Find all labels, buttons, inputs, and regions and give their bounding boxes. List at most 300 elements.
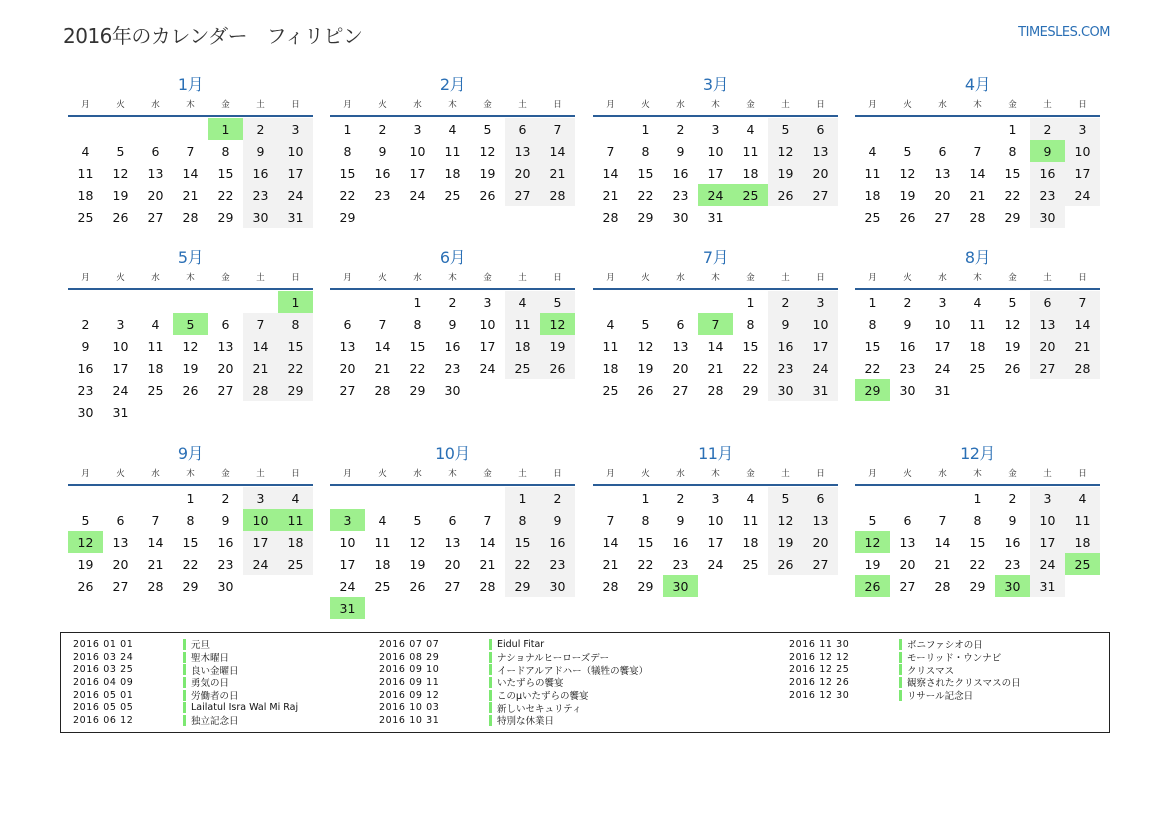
day-cell[interactable]: 22	[1004, 187, 1021, 203]
day-cell[interactable]: 9	[1008, 512, 1017, 528]
day-cell[interactable]: 4	[606, 316, 615, 332]
day-cell[interactable]: 15	[969, 534, 986, 550]
day-cell[interactable]: 8	[221, 143, 230, 159]
day-cell[interactable]: 17	[409, 165, 426, 181]
day-cell[interactable]: 30	[1030, 206, 1065, 228]
day-cell[interactable]: 25	[147, 382, 164, 398]
day-cell[interactable]: 19	[768, 531, 803, 553]
day-cell[interactable]: 19	[409, 556, 426, 572]
day-cell[interactable]: 1	[505, 487, 540, 509]
day-cell[interactable]: 20	[934, 187, 951, 203]
day-cell[interactable]: 4	[868, 143, 877, 159]
day-cell[interactable]: 24	[339, 578, 356, 594]
day-cell[interactable]: 22	[217, 187, 234, 203]
day-cell[interactable]: 14	[540, 140, 575, 162]
day-cell[interactable]: 8	[868, 316, 877, 332]
day-cell[interactable]: 26	[768, 553, 803, 575]
day-cell[interactable]: 3	[243, 487, 278, 509]
day-cell[interactable]: 19	[1004, 338, 1021, 354]
day-cell[interactable]: 18	[278, 531, 313, 553]
day-cell[interactable]: 27	[672, 382, 689, 398]
day-cell[interactable]: 28	[969, 209, 986, 225]
day-cell[interactable]: 19	[899, 187, 916, 203]
day-cell[interactable]: 14	[602, 165, 619, 181]
day-cell[interactable]: 18	[1065, 531, 1100, 553]
day-cell[interactable]: 25	[444, 187, 461, 203]
day-cell[interactable]: 23	[1030, 184, 1065, 206]
day-cell[interactable]: 8	[1008, 143, 1017, 159]
day-cell[interactable]: 28	[182, 209, 199, 225]
day-cell[interactable]: 21	[1065, 335, 1100, 357]
day-cell[interactable]: 12	[768, 509, 803, 531]
day-cell[interactable]: 13	[147, 165, 164, 181]
day-cell[interactable]: 29	[505, 575, 540, 597]
day-cell[interactable]: 7	[378, 316, 387, 332]
day-cell[interactable]: 19	[768, 162, 803, 184]
day-cell[interactable]: 3	[1065, 118, 1100, 140]
day-cell[interactable]: 30	[899, 382, 916, 398]
day-cell[interactable]: 4	[746, 121, 755, 137]
day-cell[interactable]: 4	[505, 291, 540, 313]
day-cell[interactable]: 14	[1065, 313, 1100, 335]
day-cell[interactable]: 11	[77, 165, 94, 181]
day-cell[interactable]: 16	[672, 165, 689, 181]
day-cell[interactable]: 7	[186, 143, 195, 159]
day-cell[interactable]: 19	[479, 165, 496, 181]
day-cell[interactable]: 16	[77, 360, 94, 376]
day-cell[interactable]: 16	[540, 531, 575, 553]
day-cell[interactable]: 27	[1030, 357, 1065, 379]
holiday-day-cell[interactable]: 26	[855, 575, 890, 597]
day-cell[interactable]: 18	[602, 360, 619, 376]
day-cell[interactable]: 3	[413, 121, 422, 137]
day-cell[interactable]: 13	[803, 140, 838, 162]
holiday-day-cell[interactable]: 1	[278, 291, 313, 313]
day-cell[interactable]: 6	[803, 487, 838, 509]
day-cell[interactable]: 1	[641, 121, 650, 137]
day-cell[interactable]: 28	[602, 209, 619, 225]
day-cell[interactable]: 29	[409, 382, 426, 398]
day-cell[interactable]: 25	[864, 209, 881, 225]
holiday-day-cell[interactable]: 25	[1065, 553, 1100, 575]
day-cell[interactable]: 2	[1030, 118, 1065, 140]
day-cell[interactable]: 23	[899, 360, 916, 376]
day-cell[interactable]: 12	[768, 140, 803, 162]
day-cell[interactable]: 4	[278, 487, 313, 509]
day-cell[interactable]: 28	[374, 382, 391, 398]
day-cell[interactable]: 22	[637, 556, 654, 572]
day-cell[interactable]: 26	[1004, 360, 1021, 376]
day-cell[interactable]: 11	[147, 338, 164, 354]
day-cell[interactable]: 3	[711, 490, 720, 506]
day-cell[interactable]: 23	[672, 187, 689, 203]
day-cell[interactable]: 26	[182, 382, 199, 398]
day-cell[interactable]: 29	[742, 382, 759, 398]
day-cell[interactable]: 8	[641, 143, 650, 159]
day-cell[interactable]: 28	[602, 578, 619, 594]
day-cell[interactable]: 12	[1004, 316, 1021, 332]
day-cell[interactable]: 3	[803, 291, 838, 313]
day-cell[interactable]: 2	[540, 487, 575, 509]
day-cell[interactable]: 9	[243, 140, 278, 162]
day-cell[interactable]: 5	[81, 512, 90, 528]
day-cell[interactable]: 20	[803, 162, 838, 184]
day-cell[interactable]: 2	[448, 294, 457, 310]
day-cell[interactable]: 10	[707, 512, 724, 528]
day-cell[interactable]: 7	[606, 143, 615, 159]
day-cell[interactable]: 3	[1030, 487, 1065, 509]
day-cell[interactable]: 1	[413, 294, 422, 310]
day-cell[interactable]: 14	[147, 534, 164, 550]
day-cell[interactable]: 16	[374, 165, 391, 181]
day-cell[interactable]: 24	[278, 184, 313, 206]
day-cell[interactable]: 18	[147, 360, 164, 376]
day-cell[interactable]: 16	[899, 338, 916, 354]
day-cell[interactable]: 25	[77, 209, 94, 225]
day-cell[interactable]: 15	[217, 165, 234, 181]
day-cell[interactable]: 7	[483, 512, 492, 528]
day-cell[interactable]: 28	[934, 578, 951, 594]
day-cell[interactable]: 17	[479, 338, 496, 354]
day-cell[interactable]: 2	[81, 316, 90, 332]
day-cell[interactable]: 23	[1004, 556, 1021, 572]
day-cell[interactable]: 22	[182, 556, 199, 572]
day-cell[interactable]: 16	[217, 534, 234, 550]
day-cell[interactable]: 27	[803, 184, 838, 206]
day-cell[interactable]: 1	[343, 121, 352, 137]
day-cell[interactable]: 15	[339, 165, 356, 181]
day-cell[interactable]: 14	[969, 165, 986, 181]
day-cell[interactable]: 3	[938, 294, 947, 310]
day-cell[interactable]: 28	[540, 184, 575, 206]
day-cell[interactable]: 13	[444, 534, 461, 550]
day-cell[interactable]: 2	[676, 121, 685, 137]
day-cell[interactable]: 26	[768, 184, 803, 206]
day-cell[interactable]: 19	[540, 335, 575, 357]
day-cell[interactable]: 9	[378, 143, 387, 159]
day-cell[interactable]: 23	[374, 187, 391, 203]
day-cell[interactable]: 17	[803, 335, 838, 357]
day-cell[interactable]: 29	[637, 209, 654, 225]
day-cell[interactable]: 1	[973, 490, 982, 506]
day-cell[interactable]: 28	[243, 379, 278, 401]
day-cell[interactable]: 14	[479, 534, 496, 550]
day-cell[interactable]: 17	[1065, 162, 1100, 184]
day-cell[interactable]: 27	[899, 578, 916, 594]
day-cell[interactable]: 4	[1065, 487, 1100, 509]
day-cell[interactable]: 10	[479, 316, 496, 332]
day-cell[interactable]: 11	[742, 143, 759, 159]
day-cell[interactable]: 5	[413, 512, 422, 528]
day-cell[interactable]: 10	[112, 338, 129, 354]
day-cell[interactable]: 14	[934, 534, 951, 550]
day-cell[interactable]: 7	[938, 512, 947, 528]
day-cell[interactable]: 22	[505, 553, 540, 575]
day-cell[interactable]: 13	[339, 338, 356, 354]
day-cell[interactable]: 8	[641, 512, 650, 528]
day-cell[interactable]: 27	[444, 578, 461, 594]
day-cell[interactable]: 17	[339, 556, 356, 572]
day-cell[interactable]: 1	[868, 294, 877, 310]
day-cell[interactable]: 14	[243, 335, 278, 357]
day-cell[interactable]: 6	[221, 316, 230, 332]
day-cell[interactable]: 11	[602, 338, 619, 354]
day-cell[interactable]: 7	[1065, 291, 1100, 313]
day-cell[interactable]: 17	[112, 360, 129, 376]
day-cell[interactable]: 10	[339, 534, 356, 550]
holiday-day-cell[interactable]: 12	[68, 531, 103, 553]
day-cell[interactable]: 6	[343, 316, 352, 332]
day-cell[interactable]: 20	[803, 531, 838, 553]
day-cell[interactable]: 6	[116, 512, 125, 528]
day-cell[interactable]: 21	[479, 556, 496, 572]
day-cell[interactable]: 15	[505, 531, 540, 553]
day-cell[interactable]: 13	[934, 165, 951, 181]
day-cell[interactable]: 25	[602, 382, 619, 398]
day-cell[interactable]: 19	[182, 360, 199, 376]
day-cell[interactable]: 6	[676, 316, 685, 332]
day-cell[interactable]: 24	[409, 187, 426, 203]
day-cell[interactable]: 18	[444, 165, 461, 181]
day-cell[interactable]: 5	[768, 487, 803, 509]
day-cell[interactable]: 6	[938, 143, 947, 159]
day-cell[interactable]: 8	[505, 509, 540, 531]
day-cell[interactable]: 28	[1065, 357, 1100, 379]
site-link[interactable]: TIMESLES.COM	[1018, 25, 1110, 40]
day-cell[interactable]: 4	[378, 512, 387, 528]
day-cell[interactable]: 2	[243, 118, 278, 140]
holiday-day-cell[interactable]: 12	[855, 531, 890, 553]
day-cell[interactable]: 4	[81, 143, 90, 159]
day-cell[interactable]: 21	[243, 357, 278, 379]
day-cell[interactable]: 14	[182, 165, 199, 181]
day-cell[interactable]: 26	[479, 187, 496, 203]
holiday-day-cell[interactable]: 12	[540, 313, 575, 335]
day-cell[interactable]: 28	[479, 578, 496, 594]
day-cell[interactable]: 24	[1030, 553, 1065, 575]
day-cell[interactable]: 9	[676, 143, 685, 159]
day-cell[interactable]: 22	[637, 187, 654, 203]
day-cell[interactable]: 31	[707, 209, 724, 225]
day-cell[interactable]: 20	[1030, 335, 1065, 357]
day-cell[interactable]: 2	[903, 294, 912, 310]
day-cell[interactable]: 31	[934, 382, 951, 398]
day-cell[interactable]: 12	[899, 165, 916, 181]
day-cell[interactable]: 24	[934, 360, 951, 376]
day-cell[interactable]: 24	[479, 360, 496, 376]
day-cell[interactable]: 18	[864, 187, 881, 203]
day-cell[interactable]: 23	[444, 360, 461, 376]
day-cell[interactable]: 8	[278, 313, 313, 335]
day-cell[interactable]: 9	[81, 338, 90, 354]
day-cell[interactable]: 1	[641, 490, 650, 506]
day-cell[interactable]: 6	[505, 118, 540, 140]
day-cell[interactable]: 2	[1008, 490, 1017, 506]
day-cell[interactable]: 6	[903, 512, 912, 528]
day-cell[interactable]: 7	[540, 118, 575, 140]
day-cell[interactable]: 13	[112, 534, 129, 550]
day-cell[interactable]: 10	[707, 143, 724, 159]
day-cell[interactable]: 19	[112, 187, 129, 203]
day-cell[interactable]: 30	[77, 404, 94, 420]
day-cell[interactable]: 6	[803, 118, 838, 140]
day-cell[interactable]: 12	[182, 338, 199, 354]
day-cell[interactable]: 7	[606, 512, 615, 528]
day-cell[interactable]: 27	[147, 209, 164, 225]
day-cell[interactable]: 28	[707, 382, 724, 398]
day-cell[interactable]: 21	[374, 360, 391, 376]
day-cell[interactable]: 14	[374, 338, 391, 354]
day-cell[interactable]: 23	[672, 556, 689, 572]
day-cell[interactable]: 19	[864, 556, 881, 572]
day-cell[interactable]: 9	[221, 512, 230, 528]
day-cell[interactable]: 5	[540, 291, 575, 313]
day-cell[interactable]: 31	[1030, 575, 1065, 597]
holiday-day-cell[interactable]: 3	[330, 509, 365, 531]
day-cell[interactable]: 15	[637, 165, 654, 181]
day-cell[interactable]: 25	[278, 553, 313, 575]
day-cell[interactable]: 27	[112, 578, 129, 594]
day-cell[interactable]: 12	[112, 165, 129, 181]
holiday-day-cell[interactable]: 24	[698, 184, 733, 206]
day-cell[interactable]: 3	[483, 294, 492, 310]
day-cell[interactable]: 3	[116, 316, 125, 332]
day-cell[interactable]: 2	[221, 490, 230, 506]
day-cell[interactable]: 31	[803, 379, 838, 401]
day-cell[interactable]: 25	[969, 360, 986, 376]
day-cell[interactable]: 8	[413, 316, 422, 332]
day-cell[interactable]: 5	[768, 118, 803, 140]
day-cell[interactable]: 21	[540, 162, 575, 184]
day-cell[interactable]: 5	[483, 121, 492, 137]
day-cell[interactable]: 27	[217, 382, 234, 398]
day-cell[interactable]: 2	[768, 291, 803, 313]
day-cell[interactable]: 30	[444, 382, 461, 398]
day-cell[interactable]: 9	[676, 512, 685, 528]
day-cell[interactable]: 31	[112, 404, 129, 420]
day-cell[interactable]: 11	[742, 512, 759, 528]
day-cell[interactable]: 23	[77, 382, 94, 398]
day-cell[interactable]: 10	[1065, 140, 1100, 162]
day-cell[interactable]: 18	[505, 335, 540, 357]
day-cell[interactable]: 5	[903, 143, 912, 159]
day-cell[interactable]: 13	[803, 509, 838, 531]
day-cell[interactable]: 15	[1004, 165, 1021, 181]
day-cell[interactable]: 18	[969, 338, 986, 354]
day-cell[interactable]: 25	[505, 357, 540, 379]
day-cell[interactable]: 30	[540, 575, 575, 597]
day-cell[interactable]: 21	[934, 556, 951, 572]
day-cell[interactable]: 4	[973, 294, 982, 310]
day-cell[interactable]: 26	[540, 357, 575, 379]
day-cell[interactable]: 10	[409, 143, 426, 159]
day-cell[interactable]: 20	[217, 360, 234, 376]
day-cell[interactable]: 20	[147, 187, 164, 203]
holiday-day-cell[interactable]: 9	[1030, 140, 1065, 162]
day-cell[interactable]: 22	[742, 360, 759, 376]
holiday-day-cell[interactable]: 31	[330, 597, 365, 619]
holiday-day-cell[interactable]: 5	[173, 313, 208, 335]
day-cell[interactable]: 1	[746, 294, 755, 310]
day-cell[interactable]: 13	[217, 338, 234, 354]
day-cell[interactable]: 19	[77, 556, 94, 572]
day-cell[interactable]: 8	[343, 143, 352, 159]
day-cell[interactable]: 22	[278, 357, 313, 379]
day-cell[interactable]: 12	[409, 534, 426, 550]
day-cell[interactable]: 23	[768, 357, 803, 379]
day-cell[interactable]: 3	[711, 121, 720, 137]
day-cell[interactable]: 7	[151, 512, 160, 528]
day-cell[interactable]: 16	[768, 335, 803, 357]
day-cell[interactable]: 20	[899, 556, 916, 572]
day-cell[interactable]: 11	[1065, 509, 1100, 531]
day-cell[interactable]: 5	[116, 143, 125, 159]
day-cell[interactable]: 25	[742, 556, 759, 572]
day-cell[interactable]: 20	[339, 360, 356, 376]
day-cell[interactable]: 5	[1008, 294, 1017, 310]
day-cell[interactable]: 26	[637, 382, 654, 398]
day-cell[interactable]: 8	[746, 316, 755, 332]
day-cell[interactable]: 23	[217, 556, 234, 572]
holiday-day-cell[interactable]: 30	[663, 575, 698, 597]
day-cell[interactable]: 15	[278, 335, 313, 357]
day-cell[interactable]: 24	[112, 382, 129, 398]
holiday-day-cell[interactable]: 1	[208, 118, 243, 140]
holiday-day-cell[interactable]: 25	[733, 184, 768, 206]
day-cell[interactable]: 20	[672, 360, 689, 376]
holiday-day-cell[interactable]: 10	[243, 509, 278, 531]
day-cell[interactable]: 21	[147, 556, 164, 572]
day-cell[interactable]: 7	[243, 313, 278, 335]
day-cell[interactable]: 10	[278, 140, 313, 162]
day-cell[interactable]: 30	[243, 206, 278, 228]
day-cell[interactable]: 20	[112, 556, 129, 572]
day-cell[interactable]: 18	[742, 165, 759, 181]
day-cell[interactable]: 21	[602, 187, 619, 203]
day-cell[interactable]: 29	[969, 578, 986, 594]
day-cell[interactable]: 10	[934, 316, 951, 332]
day-cell[interactable]: 16	[672, 534, 689, 550]
day-cell[interactable]: 27	[803, 553, 838, 575]
day-cell[interactable]: 26	[77, 578, 94, 594]
day-cell[interactable]: 13	[899, 534, 916, 550]
day-cell[interactable]: 29	[1004, 209, 1021, 225]
day-cell[interactable]: 19	[637, 360, 654, 376]
day-cell[interactable]: 16	[444, 338, 461, 354]
day-cell[interactable]: 29	[637, 578, 654, 594]
holiday-day-cell[interactable]: 30	[995, 575, 1030, 597]
day-cell[interactable]: 22	[864, 360, 881, 376]
day-cell[interactable]: 6	[1030, 291, 1065, 313]
day-cell[interactable]: 1	[1008, 121, 1017, 137]
day-cell[interactable]: 20	[444, 556, 461, 572]
day-cell[interactable]: 9	[903, 316, 912, 332]
day-cell[interactable]: 26	[899, 209, 916, 225]
day-cell[interactable]: 27	[505, 184, 540, 206]
day-cell[interactable]: 4	[448, 121, 457, 137]
day-cell[interactable]: 27	[934, 209, 951, 225]
day-cell[interactable]: 29	[217, 209, 234, 225]
day-cell[interactable]: 18	[742, 534, 759, 550]
day-cell[interactable]: 11	[864, 165, 881, 181]
day-cell[interactable]: 26	[112, 209, 129, 225]
day-cell[interactable]: 29	[182, 578, 199, 594]
day-cell[interactable]: 14	[602, 534, 619, 550]
day-cell[interactable]: 20	[505, 162, 540, 184]
day-cell[interactable]: 24	[707, 556, 724, 572]
day-cell[interactable]: 9	[768, 313, 803, 335]
day-cell[interactable]: 3	[278, 118, 313, 140]
